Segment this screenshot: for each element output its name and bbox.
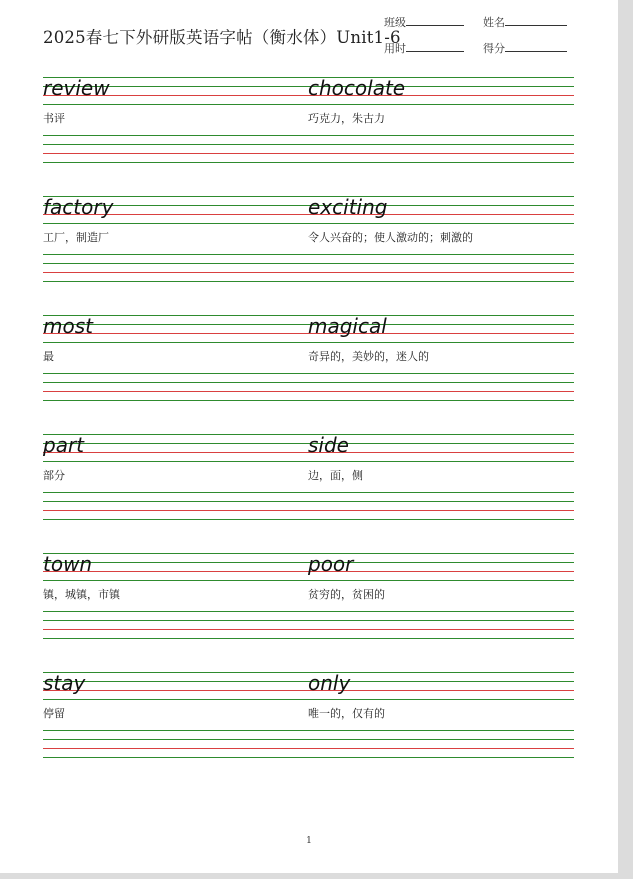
vocab-meaning: 奇异的，美妙的，迷人的 [308, 350, 429, 363]
vocab-entry [43, 672, 574, 762]
green-guide-line [43, 519, 574, 520]
vocab-meaning: 书评 [43, 112, 65, 125]
green-guide-line [43, 620, 574, 621]
vocab-word: part [43, 433, 85, 457]
vocab-meaning: 部分 [43, 469, 65, 482]
green-guide-line [43, 254, 574, 255]
vocab-word: poor [308, 552, 354, 576]
red-guide-line [43, 748, 574, 749]
vocab-word: factory [43, 195, 114, 219]
green-guide-line [43, 342, 574, 343]
vocab-word: exciting [308, 195, 388, 219]
green-guide-line [43, 501, 574, 502]
class-label: 班级 [384, 16, 406, 29]
vocab-entry [43, 196, 574, 286]
vocab-meaning: 巧克力，朱古力 [308, 112, 385, 125]
name-label: 姓名 [483, 16, 505, 29]
red-guide-line [43, 629, 574, 630]
green-guide-line [43, 730, 574, 731]
vocab-word: most [43, 314, 93, 338]
vocab-word: side [308, 433, 349, 457]
class-blank [406, 15, 464, 26]
red-guide-line [43, 391, 574, 392]
vocab-word: magical [308, 314, 387, 338]
vocab-word: stay [43, 671, 86, 695]
green-guide-line [43, 281, 574, 282]
green-guide-line [43, 104, 574, 105]
score-field [483, 40, 567, 56]
page-number: 1 [306, 836, 312, 846]
vocab-word: only [308, 671, 351, 695]
green-guide-line [43, 223, 574, 224]
vocab-entry [43, 553, 574, 643]
green-guide-line [43, 400, 574, 401]
vocab-word: chocolate [308, 76, 406, 100]
vocab-meaning: 最 [43, 350, 54, 363]
green-guide-line [43, 263, 574, 264]
vocab-word: review [43, 76, 110, 100]
green-guide-line [43, 162, 574, 163]
vocab-meaning: 唯一的，仅有的 [308, 707, 385, 720]
score-label: 得分 [483, 42, 505, 55]
green-guide-line [43, 373, 574, 374]
vocab-meaning: 工厂，制造厂 [43, 231, 109, 244]
green-guide-line [43, 757, 574, 758]
vocab-meaning: 镇，城镇，市镇 [43, 588, 120, 601]
green-guide-line [43, 144, 574, 145]
page-title: 2025春七下外研版英语字帖（衡水体）Unit1-6 [43, 28, 401, 47]
vocab-entry [43, 434, 574, 524]
green-guide-line [43, 135, 574, 136]
red-guide-line [43, 153, 574, 154]
green-guide-line [43, 492, 574, 493]
green-guide-line [43, 580, 574, 581]
time-label: 用时 [384, 42, 406, 55]
green-guide-line [43, 699, 574, 700]
vocab-entry [43, 315, 574, 405]
red-guide-line [43, 272, 574, 273]
green-guide-line [43, 611, 574, 612]
green-guide-line [43, 739, 574, 740]
time-blank [406, 41, 464, 52]
score-blank [505, 41, 567, 52]
time-field [384, 40, 464, 56]
vocab-meaning: 边，面，侧 [308, 469, 363, 482]
name-blank [505, 15, 567, 26]
green-guide-line [43, 638, 574, 639]
name-field [483, 14, 567, 30]
vocab-word: town [43, 552, 93, 576]
vocab-meaning: 贫穷的，贫困的 [308, 588, 385, 601]
vocab-entry [43, 77, 574, 167]
green-guide-line [43, 461, 574, 462]
vocab-meaning: 令人兴奋的；使人激动的；刺激的 [308, 231, 473, 244]
green-guide-line [43, 382, 574, 383]
class-field [384, 14, 464, 30]
red-guide-line [43, 510, 574, 511]
vocab-meaning: 停留 [43, 707, 65, 720]
